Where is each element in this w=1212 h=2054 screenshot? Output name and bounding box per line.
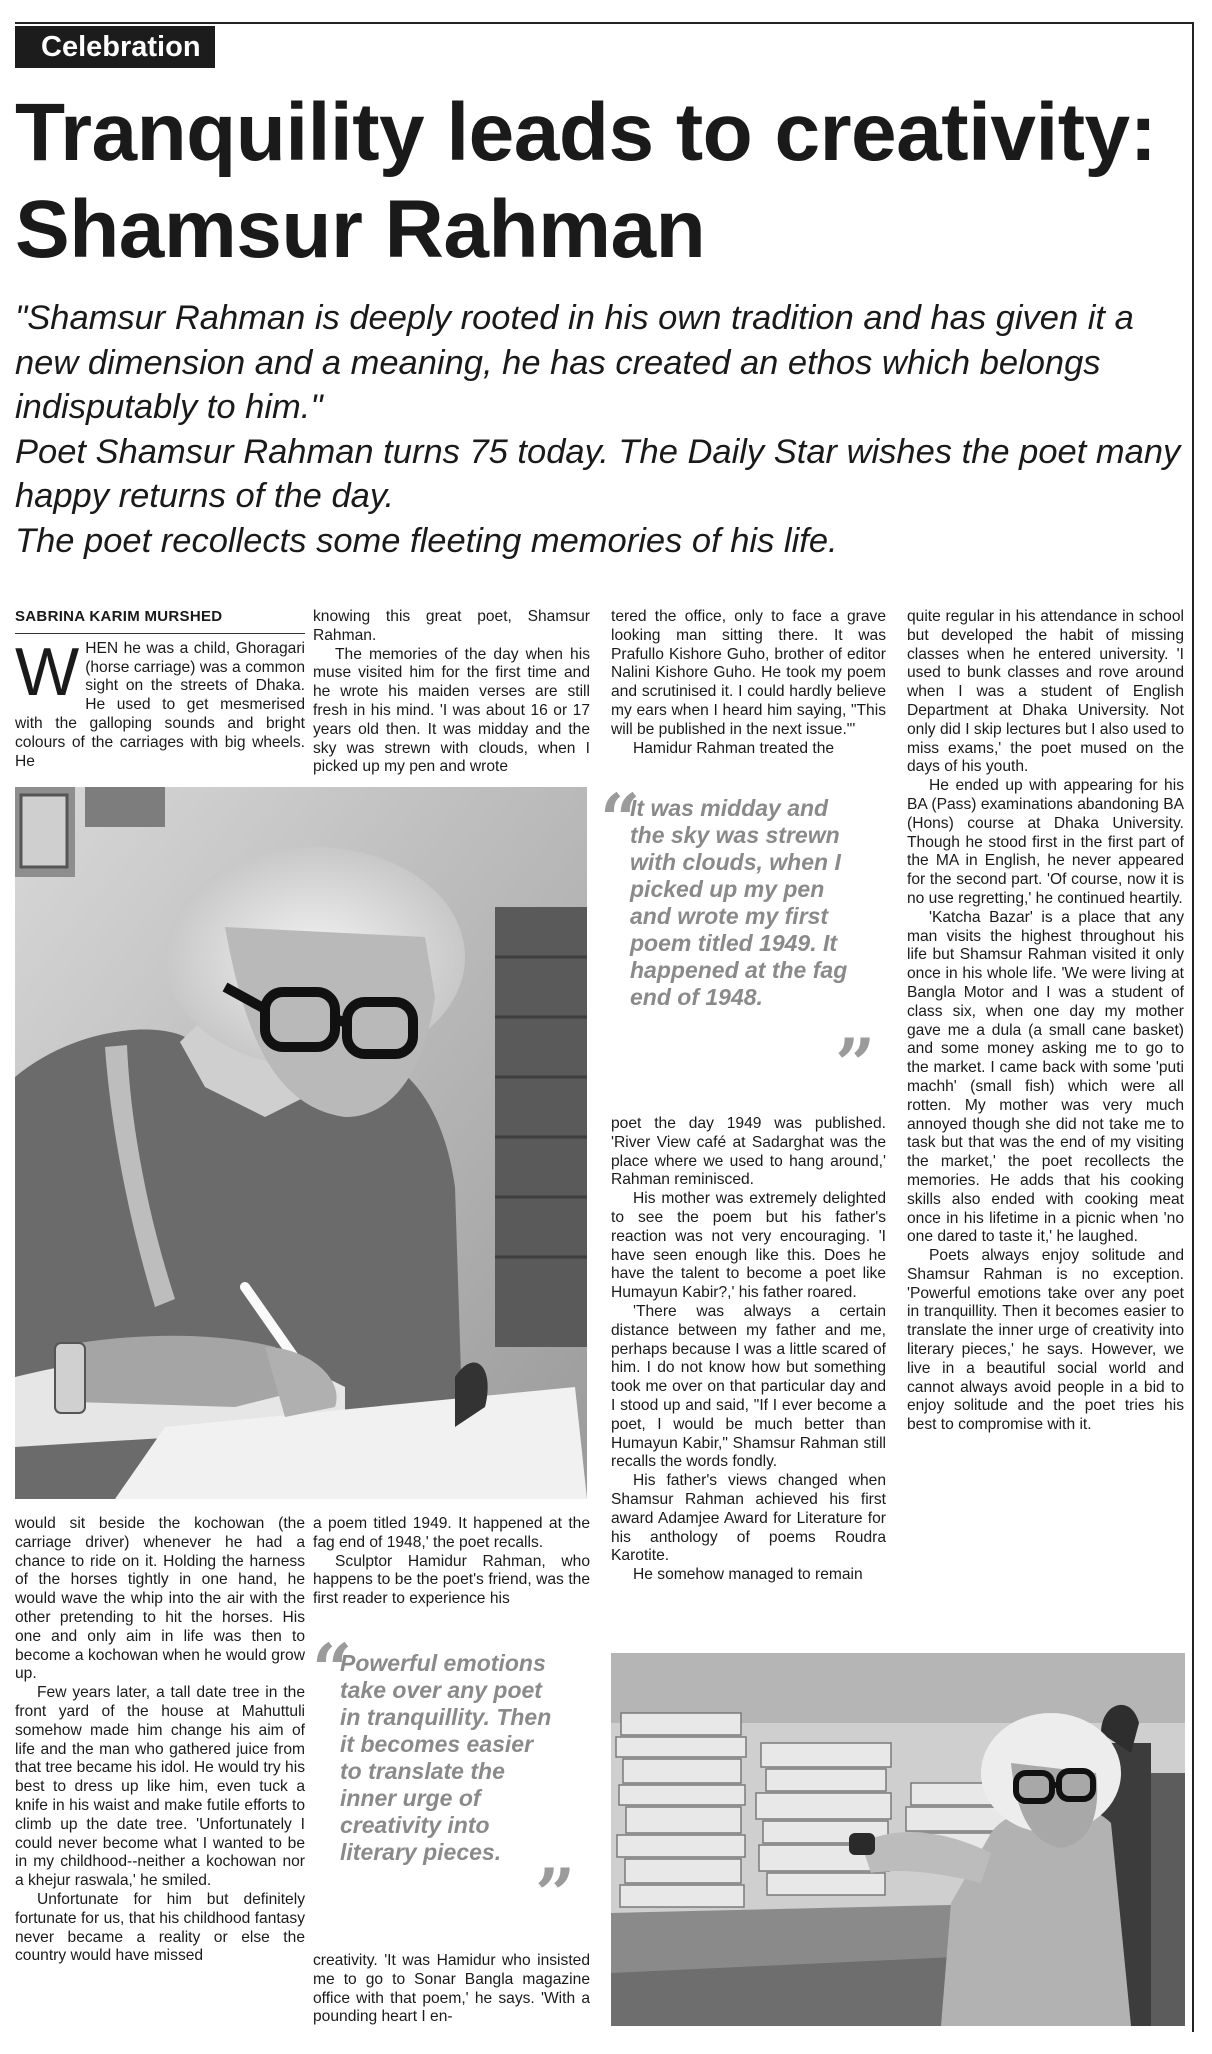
main-photo [15, 787, 587, 1499]
paragraph: 'There was always a certain distance between my father and me, perhaps because I was a little scared of him. I do not know how but something took me over on that particular day and I stood up and said, "If I ever become a poet, I would be much better than Humayun Kabir," Shamsur Rahman still recalls the words fondly. [611, 1302, 886, 1471]
open-quote-mark: “ [600, 778, 641, 861]
paragraph: Unfortunate for him but definitely fortunate for us, that his childhood fantasy never became a reality or else the country would have missed [15, 1890, 305, 1965]
column-3-middle [611, 1115, 886, 1585]
paragraph: knowing this great poet, Shamsur Rahman. [313, 608, 590, 644]
paragraph: Poets always enjoy solitude and Shamsur Rahman is no exception. 'Powerful emotions take over any poet in tranquillity. Then it becomes easier to translate the inner urge of creativity into literary pieces,' he says. However, we live in a beautiful social world and cannot always avoid people in a bid to enjoy solitude and the poet tries his best to compromise with it. [907, 1247, 1184, 1434]
poet-at-desk-image [611, 1653, 1185, 2026]
lead-text: HEN he was a child, Ghoragari (horse carriage) was a common sight on the streets of Dhaka. He used to get mesmerised with the galloping sounds and bright colours of the carriages with big wheels. He [15, 639, 305, 770]
lead-paragraph [15, 633, 305, 772]
close-quote-mark: ” [535, 1853, 576, 1936]
paragraph: a poem titled 1949. It happened at the fag end of 1948,' the poet recalls. [313, 1515, 590, 1551]
column-1-top [15, 608, 305, 771]
headline [15, 84, 1195, 278]
dropcap: W [15, 633, 80, 710]
open-quote-mark: “ [312, 1628, 353, 1711]
paragraph: He somehow managed to remain [633, 1566, 863, 1584]
close-quote-mark: ” [835, 1023, 876, 1106]
column-2-top [313, 608, 590, 777]
top-rule [15, 22, 1194, 24]
paragraph: would sit beside the kochowan (the carriage driver) whenever he had a chance to ride on it. Holding the harness of the horses tightly in one hand, he would wave the whip into the air with the other pretending to hit the horses. His one and only aim in life was then to become a kochowan when he would grow up. [15, 1515, 305, 1683]
second-photo [611, 1653, 1185, 2026]
deck [15, 296, 1195, 563]
column-3-top [611, 608, 886, 758]
pull-quote-2: Powerful emotions take over any poet in tranquillity. Then it becomes easier to translate the inner urge of creativity into literary pieces. [340, 1650, 552, 1865]
paragraph: Sculptor Hamidur Rahman, who happens to be the poet's friend, was the first reader to experience his [313, 1552, 590, 1608]
byline: SABRINA KARIM MURSHED [15, 608, 305, 634]
pull-quote-1: It was midday and the sky was strewn with clouds, when I picked up my pen and wrote my first poem titled 1949. It happened at the fag end of 1948. [630, 795, 848, 1010]
paragraph: Hamidur Rahman treated the [633, 739, 835, 757]
deck-quote: "Shamsur Rahman is deeply rooted in his own tradition and has given it a new dimension and a meaning, he has created an ethos which belongs indisputably to him." [15, 299, 1134, 426]
paragraph: 'Katcha Bazar' is a place that any man visits the highest throughout his life but Shamsur Rahman visited it only once in his whole life. 'We were living at Bangla Motor and I was a student of class six, when one day my mother gave me a dula (a small cane basket) and some money asking me to go to the market. I came back with some 'puti machh' (small fish) which were all rotten. My mother was very much annoyed though she did not take me to task but that was the end of my visiting the market,' the poet recollects the memories. He adds that his cooking skills also ended with cooking meat once in his lifetime in a picnic when 'no one dared to taste it,' he laughed. [907, 908, 1184, 1246]
paragraph: His mother was extremely delighted to see the poem but his father's reaction was not very encouraging. 'I have seen enough like this. Does he have the talent to become a poet like Humayun Kabir?,' his father roared. [611, 1190, 886, 1302]
section-label: Celebration [15, 26, 215, 68]
paragraph: The memories of the day when his muse visited him for the first time and he wrote his maiden verses are still fresh in his mind. 'I was about 16 or 17 years old then. It was midday and the sky was strewn with clouds, when I picked up my pen and wrote [313, 645, 590, 776]
paragraph: He ended up with appearing for his BA (Pass) examinations abandoning BA (Hons) course at Dhaka University. Though he stood first in the first part of the MA in English, he never appeared for the second part. 'Of course, now it is no use regretting,' he continued heartily. [907, 777, 1184, 907]
poet-writing-image [15, 787, 587, 1499]
column-4 [907, 608, 1184, 1435]
column-2-bottom [313, 1515, 590, 1609]
paragraph: His father's views changed when Shamsur Rahman achieved his first award Adamjee Award for Literature for his anthology of poems Roudra Karotite. [611, 1472, 886, 1565]
deck-intro: The poet recollects some fleeting memories of his life. [15, 521, 838, 560]
headline-line-2: Shamsur Rahman [15, 184, 706, 275]
paragraph: creativity. 'It was Hamidur who insisted me to go to Sonar Bangla magazine office with that poem,' he says. 'With a pounding heart I en- [313, 1952, 590, 2026]
paragraph: Few years later, a tall date tree in the front yard of the house at Mahuttuli somehow made him change his aim of life and the man who gathered juice from that tree became his idol. He would try his best to dress up like him, even tuck a knife in his waist and make futile efforts to climb up the date tree. 'Unfortunately I could never become what I wanted to be in my childhood--neither a kochowan nor a khejur raswala,' he smiled. [15, 1684, 305, 1890]
deck-birthday: Poet Shamsur Rahman turns 75 today. The Daily Star wishes the poet many happy returns of the day. [15, 432, 1181, 515]
paragraph: quite regular in his attendance in school but developed the habit of missing classes when he entered university. 'I used to bunk classes and rove around when I was a student of English Department at Dhaka University. Not only did I skip lectures but I also used to miss exams,' the poet mused on the days of his youth. [907, 608, 1184, 776]
column-1-bottom [15, 1515, 305, 1966]
paragraph: poet the day 1949 was published. 'River View café at Sadarghat was the place where we used to hang around,' Rahman reminisced. [611, 1115, 886, 1189]
headline-line-1: Tranquility leads to creativity: [15, 87, 1157, 178]
paragraph: tered the office, only to face a grave looking man sitting there. It was Prafullo Kishore Guho, brother of editor Nalini Kishore Guho. He took my poem and scrutinised it. I could hardly believe my ears when I heard him saying, "This will be published in the next issue."' [611, 608, 886, 738]
column-2-end [313, 1952, 590, 2027]
